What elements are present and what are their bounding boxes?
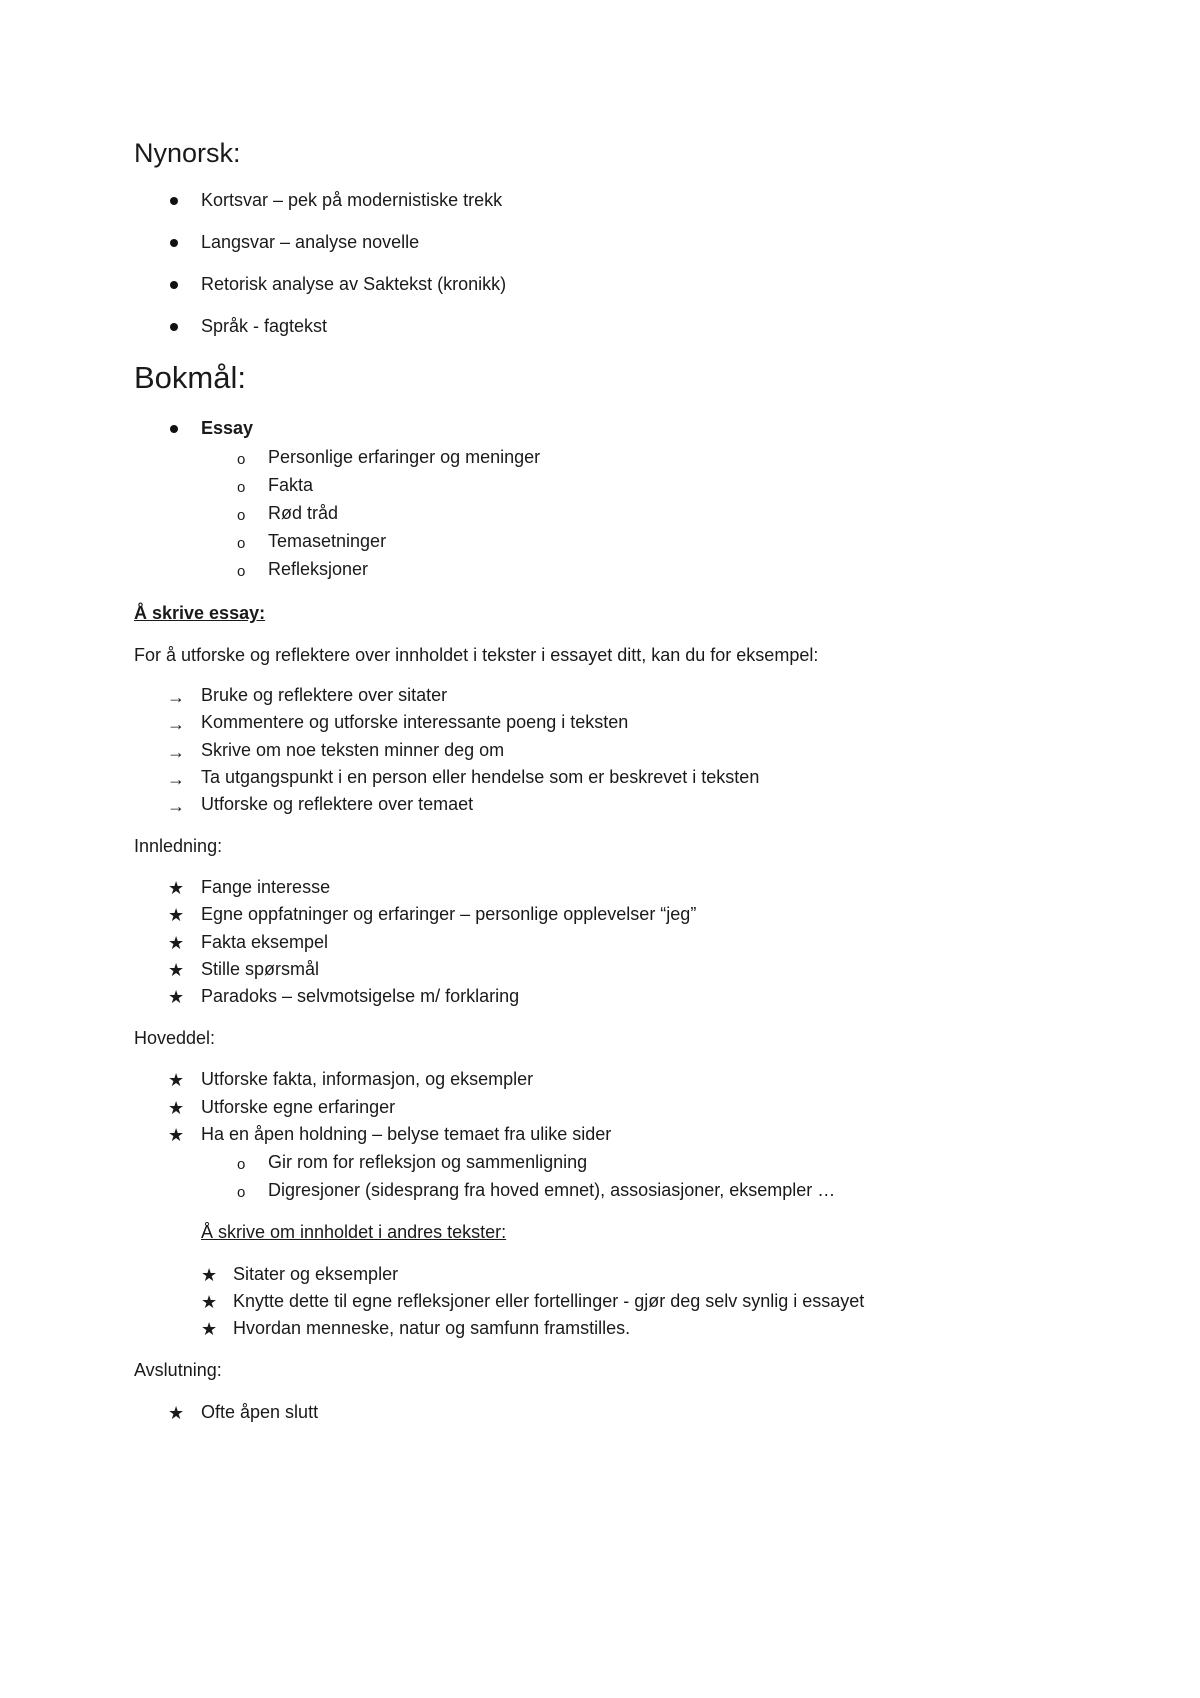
circle-bullet-icon: o (237, 535, 246, 552)
section-label-innledning: Innledning: (134, 836, 223, 856)
list-item: Paradoks – selvmotsigelse m/ forklaring (201, 986, 520, 1006)
list-item: Retorisk analyse av Saktekst (kronikk) (201, 274, 507, 294)
circle-bullet-icon: o (237, 451, 246, 468)
list-item: Egne oppfatninger og erfaringer – personlige opplevelser “jeg” (201, 904, 697, 924)
section-label-avslutning: Avslutning: (134, 1360, 222, 1380)
list-item: Ta utgangspunkt i en person eller hendelse som er beskrevet i teksten (201, 767, 760, 787)
section-label-hoveddel: Hoveddel: (134, 1028, 216, 1048)
arrow-right-icon: → (167, 796, 185, 816)
list-item: Ofte åpen slutt (201, 1402, 319, 1422)
list-item: Språk - fagtekst (201, 316, 328, 336)
list-item: Kortsvar – pek på modernistiske trekk (201, 190, 503, 210)
star-icon: ★ (168, 878, 185, 898)
list-item: Temasetninger (268, 531, 387, 551)
list-item: Gir rom for refleksjon og sammenligning (268, 1152, 588, 1172)
list-item: Langsvar – analyse novelle (201, 232, 420, 252)
circle-bullet-icon: o (237, 1156, 246, 1173)
essay-label: Essay (201, 418, 254, 438)
list-item: Refleksjoner (268, 559, 369, 579)
heading-nynorsk: Nynorsk: (134, 138, 241, 168)
list-item: Personlige erfaringer og meninger (268, 447, 541, 467)
star-icon: ★ (201, 1292, 218, 1312)
star-icon: ★ (168, 1125, 185, 1145)
star-icon: ★ (168, 1070, 185, 1090)
list-item: Knytte dette til egne refleksjoner eller fortellinger - gjør deg selv synlig i essayet (233, 1291, 865, 1311)
list-item: Bruke og reflektere over sitater (201, 685, 448, 705)
circle-bullet-icon: o (237, 563, 246, 580)
bullet-icon (170, 239, 178, 247)
star-icon: ★ (168, 905, 185, 925)
bullet-icon (170, 197, 178, 205)
list-item: Hvordan menneske, natur og samfunn framstilles. (233, 1318, 631, 1338)
circle-bullet-icon: o (237, 507, 246, 524)
star-icon: ★ (168, 1098, 185, 1118)
list-item: Kommentere og utforske interessante poeng i teksten (201, 712, 629, 732)
star-icon: ★ (201, 1265, 218, 1285)
bullet-icon (170, 323, 178, 331)
arrow-right-icon: → (167, 742, 185, 762)
intro-paragraph: For å utforske og reflektere over innholdet i tekster i essayet ditt, kan du for eksempel: (134, 645, 819, 665)
star-icon: ★ (168, 1403, 185, 1423)
heading-bokmal: Bokmål: (134, 360, 246, 395)
list-item: Utforske egne erfaringer (201, 1097, 396, 1117)
star-icon: ★ (168, 960, 185, 980)
list-item: Fakta (268, 475, 314, 495)
circle-bullet-icon: o (237, 1184, 246, 1201)
bullet-icon (170, 281, 178, 289)
list-item: Utforske og reflektere over temaet (201, 794, 474, 814)
arrow-right-icon: → (167, 714, 185, 734)
star-icon: ★ (201, 1319, 218, 1339)
list-item: Utforske fakta, informasjon, og eksempler (201, 1069, 534, 1089)
list-item: Digresjoner (sidesprang fra hoved emnet), assosiasjoner, eksempler … (268, 1180, 836, 1200)
star-icon: ★ (168, 933, 185, 953)
write-essay-heading: Å skrive essay: (134, 603, 266, 623)
list-item: Fange interesse (201, 877, 331, 897)
circle-bullet-icon: o (237, 479, 246, 496)
andres-tekster-heading: Å skrive om innholdet i andres tekster: (201, 1222, 507, 1242)
bullet-icon (170, 425, 178, 433)
arrow-right-icon: → (167, 769, 185, 789)
list-item: Ha en åpen holdning – belyse temaet fra ulike sider (201, 1124, 612, 1144)
list-item: Sitater og eksempler (233, 1264, 399, 1284)
list-item: Fakta eksempel (201, 932, 329, 952)
list-item: Rød tråd (268, 503, 339, 523)
list-item: Skrive om noe teksten minner deg om (201, 740, 505, 760)
star-icon: ★ (168, 987, 185, 1007)
list-item: Stille spørsmål (201, 959, 320, 979)
arrow-right-icon: → (167, 687, 185, 707)
